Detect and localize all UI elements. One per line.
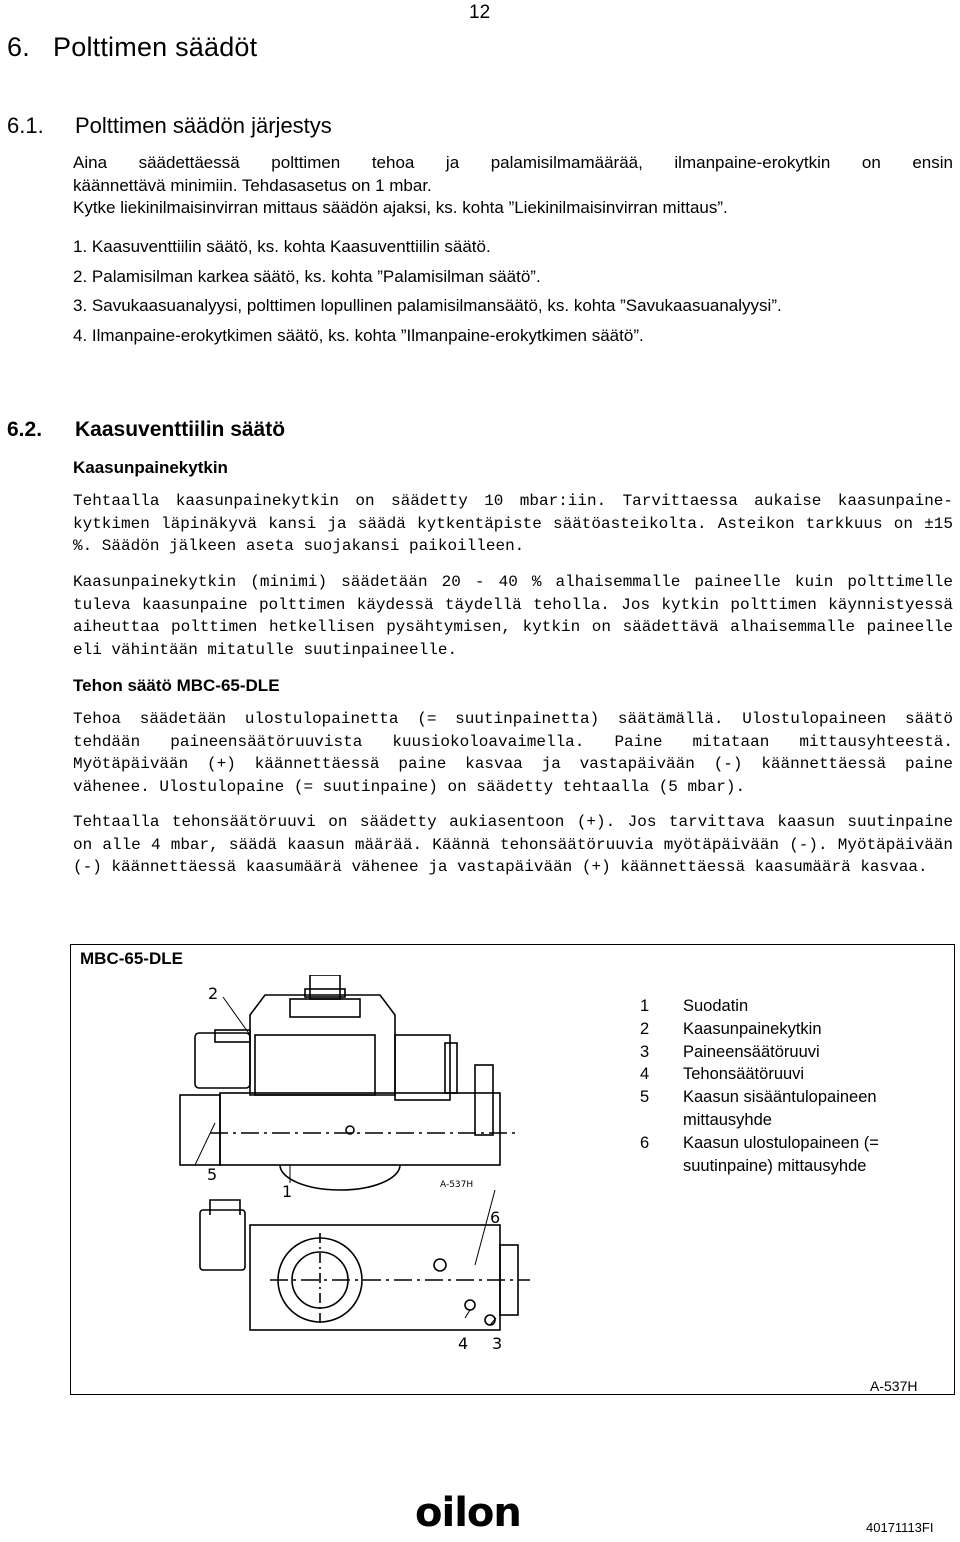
callout-5: 5	[207, 1165, 218, 1184]
intro-line-2: käännettävä minimiin. Tehdasasetus on 1 mbar.	[73, 175, 432, 195]
legend-text: Suodatin	[683, 997, 749, 1015]
callout-4: 4	[458, 1334, 469, 1353]
subhead-gas-pressure-switch: Kaasunpainekytkin	[73, 458, 228, 477]
section-6-2-number: 6.2.	[7, 418, 43, 441]
valve-top-view	[200, 1200, 530, 1330]
legend-text: Kaasunpainekytkin	[683, 1019, 822, 1038]
legend-num: 2	[640, 1019, 650, 1038]
figure-legend	[640, 995, 943, 1177]
section-6-1-title-text: Polttimen säädön järjestys	[75, 113, 332, 138]
legend-item	[640, 1132, 943, 1178]
callout-2: 2	[208, 984, 219, 1003]
legend-item	[640, 995, 943, 1018]
intro-line-1: Aina säädettäessä polttimen tehoa ja palamisilmamäärää, ilmanpaine-erokytkin on ensin	[73, 153, 953, 172]
document-number: 40171113FI	[866, 1520, 934, 1535]
paragraph-1: Tehtaalla kaasunpainekytkin on säädetty 10 mbar:iin. Tarvittaessa aukaise kaasunpaine-kytkimen läpinäkyvä kansi ja säädä kytkentäpiste säätöasteikolta. Asteikon tarkkuus on ±15 %. Säädön jälkeen aseta suojakansi paikoilleen.	[73, 492, 953, 555]
callout-leaders	[195, 997, 496, 1325]
oilon-logo	[413, 1490, 548, 1532]
legend-text: Kaasun ulostulopaineen (= suutinpaine) mittausyhde	[683, 1133, 879, 1175]
page-number: 12	[469, 2, 491, 23]
legend-num: 4	[640, 1065, 650, 1084]
legend-num: 1	[640, 997, 650, 1015]
chapter-title: 6. Polttimen säädöt	[7, 32, 258, 62]
callout-6: 6	[490, 1208, 501, 1227]
legend-text: Tehonsäätöruuvi	[683, 1065, 805, 1084]
legend-num: 5	[640, 1088, 650, 1107]
legend-num: 3	[640, 1042, 650, 1061]
legend-item	[640, 1086, 943, 1132]
adjustment-steps-list	[73, 232, 782, 350]
gas-valve-drawing	[140, 975, 540, 1355]
paragraph-3: Tehoa säädetään ulostulopainetta (= suutinpainetta) säätämällä. Ulostulopaineen säätö tehdään paineensäätöruuvista kuusiokoloavaimella. Paine mitataan mittausyhteestä. Myötäpäivään (+) käännettäessä paine kasvaa ja vastapäivään (-) käännettäessä paine vähenee. Ulostulopaine (= suutinpaine) on säädetty tehtaalla (5 mbar).	[73, 710, 953, 796]
step-item: 3. Savukaasuanalyysi, polttimen lopullinen palamisilmansäätö, ks. kohta ”Savukaasuanalyysi”.	[73, 296, 782, 315]
step-item: 2. Palamisilman karkea säätö, ks. kohta ”Palamisilman säätö”.	[73, 266, 541, 286]
figure-label: MBC-65-DLE	[80, 949, 183, 968]
legend-text: Paineensäätöruuvi	[683, 1042, 820, 1061]
callout-numbers	[207, 984, 502, 1353]
subhead-power-adjustment: Tehon säätö MBC-65-DLE	[73, 676, 280, 695]
paragraph-2: Kaasunpainekytkin (minimi) säädetään 20 - 40 % alhaisemmalle paineelle kuin polttimelle tuleva kaasunpaine polttimen käydessä täydellä teholla. Jos kytkin polttimen käynnistyessä aiheuttaa polttimen hetkellisen pysähtymisen, kytkin on säädettävä alhaisemmalle paineelle eli vähintään mitatulle suutinpaineelle.	[73, 573, 953, 659]
legend-num: 6	[640, 1133, 650, 1152]
legend-item	[640, 1063, 943, 1086]
legend-item	[640, 1018, 943, 1041]
section-6-2-title-text: Kaasuventtiilin säätö	[75, 418, 286, 441]
section-6-1-number: 6.1.	[7, 113, 44, 138]
legend-item	[640, 1041, 943, 1064]
section-6-2-title	[7, 418, 285, 442]
drawing-stamp: A-537H	[440, 1180, 474, 1190]
logo-text: oilon	[415, 1490, 521, 1532]
paragraph-4: Tehtaalla tehonsäätöruuvi on säädetty aukiasentoon (+). Jos tarvittava kaasun suutinpaine on alle 4 mbar, säädä kaasun määrää. Käännä tehonsäätöruuvia myötäpäivään (-). Myötäpäivään (-) käännettäessä kaasumäärä vähenee ja vastapäivään (+) käännettäessä kaasumäärä kasvaa.	[73, 813, 953, 876]
callout-3: 3	[492, 1334, 503, 1353]
step-item: 1. Kaasuventtiilin säätö, ks. kohta Kaasuventtiilin säätö.	[73, 237, 491, 256]
figure-code: A-537H	[870, 1378, 918, 1394]
callout-1: 1	[282, 1182, 293, 1201]
intro-line-3: Kytke liekinilmaisinvirran mittaus säädön ajaksi, ks. kohta ”Liekinilmaisinvirran mittaus”.	[73, 198, 728, 217]
section-6-1-title	[7, 113, 332, 139]
legend-text: Kaasun sisääntulopaineen mittausyhde	[683, 1088, 877, 1129]
step-item: 4. Ilmanpaine-erokytkimen säätö, ks. kohta ”Ilmanpaine-erokytkimen säätö”.	[73, 325, 644, 345]
section-6-1-intro	[73, 152, 953, 220]
